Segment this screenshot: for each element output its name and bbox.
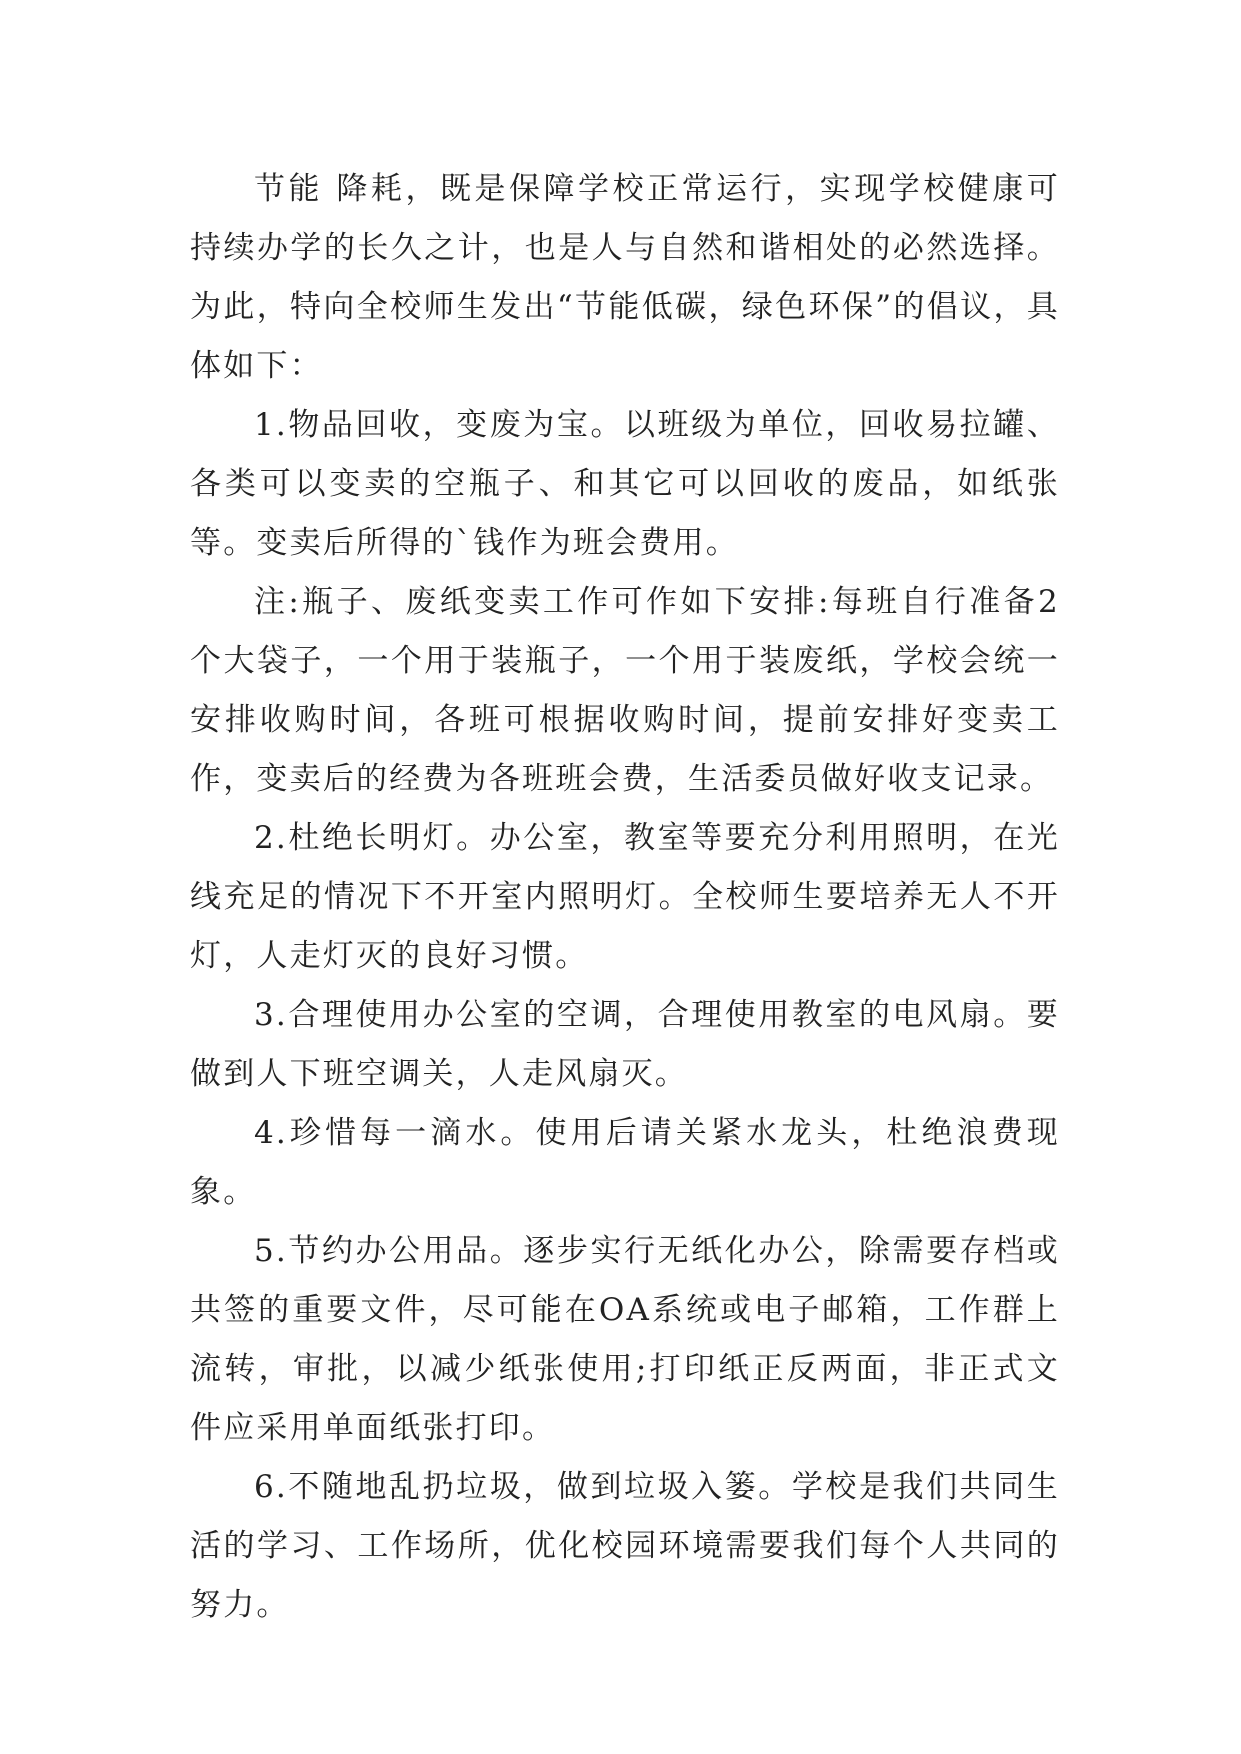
document-body [190,160,1060,1635]
item-5-paragraph: 5.节约办公用品。逐步实行无纸化办公，除需要存档或共签的重要文件，尽可能在OA系统或电子邮箱，工作群上流转，审批，以减少纸张使用;打印纸正反两面，非正式文件应采用单面纸张打印。 [190,1233,1060,1446]
note-paragraph: 注:瓶子、废纸变卖工作可作如下安排:每班自行准备2个大袋子，一个用于装瓶子，一个用于装废纸，学校会统一安排收购时间，各班可根据收购时间，提前安排好变卖工作，变卖后的经费为各班班会费，生活委员做好收支记录。 [190,584,1060,797]
item-1-paragraph: 1.物品回收，变废为宝。以班级为单位，回收易拉罐、各类可以变卖的空瓶子、和其它可以回收的废品，如纸张等。变卖后所得的`钱作为班会费用。 [190,407,1060,561]
item-2-paragraph: 2.杜绝长明灯。办公室，教室等要充分利用照明，在光线充足的情况下不开室内照明灯。全校师生要培养无人不开灯，人走灯灭的良好习惯。 [190,820,1060,974]
item-4-paragraph: 4.珍惜每一滴水。使用后请关紧水龙头，杜绝浪费现象。 [190,1115,1060,1210]
item-3-paragraph: 3.合理使用办公室的空调，合理使用教室的电风扇。要做到人下班空调关，人走风扇灭。 [190,997,1060,1092]
item-6-paragraph: 6.不随地乱扔垃圾，做到垃圾入篓。学校是我们共同生活的学习、工作场所，优化校园环境需要我们每个人共同的努力。 [190,1469,1060,1623]
intro-paragraph: 节能 降耗，既是保障学校正常运行，实现学校健康可持续办学的长久之计，也是人与自然和谐相处的必然选择。为此，特向全校师生发出“节能低碳，绿色环保”的倡议，具体如下： [190,171,1060,384]
